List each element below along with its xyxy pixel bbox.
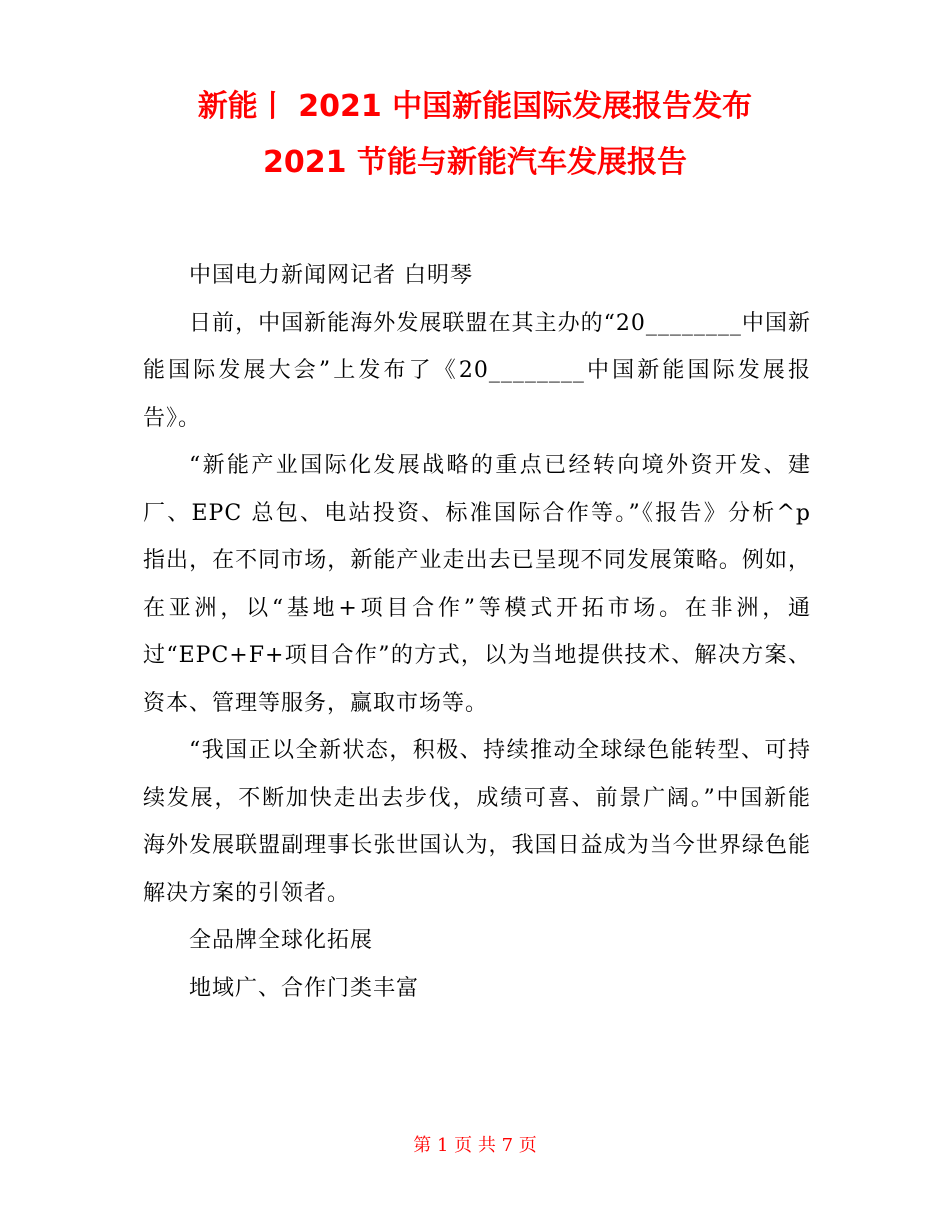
paragraph-intro: 日前，中国新能海外发展联盟在其主办的“20________中国新能国际发展大会”上发布了《20________中国新能国际发展报告》。 [143,310,811,431]
document-title-line-1: 新能丨 2021 中国新能国际发展报告发布 [197,89,753,124]
section-heading-region: 地域广、合作门类丰富 [189,975,420,1001]
byline: 中国电力新闻网记者 白明琴 [189,263,473,288]
document-title-line-2: 2021 节能与新能汽车发展报告 [263,145,687,180]
page-indicator: 第 1 页 共 7 页 [413,1135,537,1156]
article-body [143,252,858,1012]
paragraph-quote: “我国正以全新状态，积极、持续推动全球绿色能转型、可持续发展，不断加快走出去步伐，成绩可喜、前景广阔。”中国新能海外发展联盟副理事长张世国认为，我国日益成为当今世界绿色能解决方案的引领者。 [143,738,811,906]
section-heading-brand: 全品牌全球化拓展 [189,928,374,953]
paragraph-strategy: “新能产业国际化发展战略的重点已经转向境外资开发、建厂、EPC 总包、电站投资、标准国际合作等。”《报告》分析^p 指出，在不同市场，新能产业走出去已呈现不同发展策略。例如，在亚洲，以“基地+项目合作”等模式开拓市场。在非洲，通过“EPC+F+项目合作”的方式，以为当地提供技术、解决方案、资本、管理等服务，赢取市场等。 [143,453,858,716]
